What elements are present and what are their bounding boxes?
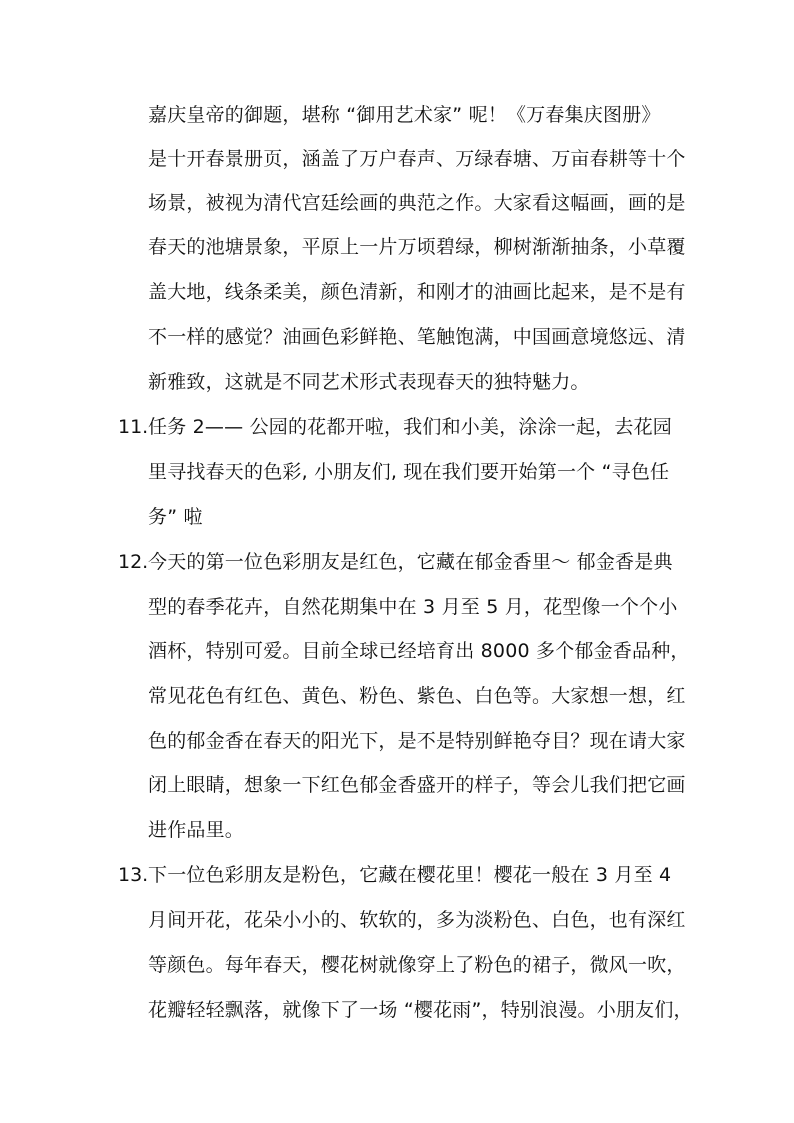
paragraph-line: 进作品里。	[148, 819, 245, 841]
list-number: 13.	[118, 864, 149, 886]
paragraph-line: 是十开春景册页，涵盖了万户春声、万绿春塘、万亩春耕等十个	[148, 148, 686, 170]
list-number: 11.	[118, 416, 149, 438]
paragraph-line: 闭上眼睛，想象一下红色郁金香盛开的样子，等会儿我们把它画	[148, 774, 686, 796]
paragraph-line: 任务 2—— 公园的花都开啦，我们和小美，涂涂一起，去花园	[148, 416, 672, 438]
list-number: 12.	[118, 551, 149, 573]
paragraph-line: 场景，被视为清代宫廷绘画的典范之作。大家看这幅画，画的是	[148, 192, 686, 214]
paragraph-line: 色的郁金香在春天的阳光下，是不是特别鲜艳夺目？现在请大家	[148, 730, 686, 752]
paragraph-line: 盖大地，线条柔美，颜色清新，和刚才的油画比起来，是不是有	[148, 281, 686, 303]
paragraph-line: 务” 啦	[148, 506, 203, 528]
paragraph-line: 等颜色。每年春天，樱花树就像穿上了粉色的裙子，微风一吹，	[148, 954, 686, 976]
paragraph-line: 不一样的感觉？油画色彩鲜艳、笔触饱满，中国画意境悠远、清	[148, 326, 686, 348]
paragraph-line: 新雅致，这就是不同艺术形式表现春天的独特魅力。	[148, 371, 590, 393]
paragraph-line: 月间开花，花朵小小的、软软的，多为淡粉色、白色，也有深红	[148, 909, 686, 931]
paragraph-line: 今天的第一位色彩朋友是红色，它藏在郁金香里～ 郁金香是典	[148, 551, 673, 573]
paragraph-line: 花瓣轻轻飘落，就像下了一场 “樱花雨”，特别浪漫。小朋友们，	[148, 999, 693, 1021]
paragraph-line: 下一位色彩朋友是粉色，它藏在樱花里！樱花一般在 3 月至 4	[148, 864, 672, 886]
paragraph-line: 常见花色有红色、黄色、粉色、紫色、白色等。大家想一想，红	[148, 685, 686, 707]
paragraph-line: 里寻找春天的色彩, 小朋友们, 现在我们要开始第一个 “寻色任	[148, 461, 670, 483]
paragraph-line: 春天的池塘景象，平原上一片万顷碧绿，柳树渐渐抽条，小草覆	[148, 236, 686, 258]
paragraph-line: 酒杯，特别可爱。目前全球已经培育出 8000 多个郁金香品种，	[148, 640, 690, 662]
paragraph-line: 型的春季花卉，自然花期集中在 3 月至 5 月，花型像一个个小	[148, 596, 678, 618]
paragraph-line: 嘉庆皇帝的御题，堪称 “御用艺术家” 呢！《万春集庆图册》	[148, 104, 661, 126]
